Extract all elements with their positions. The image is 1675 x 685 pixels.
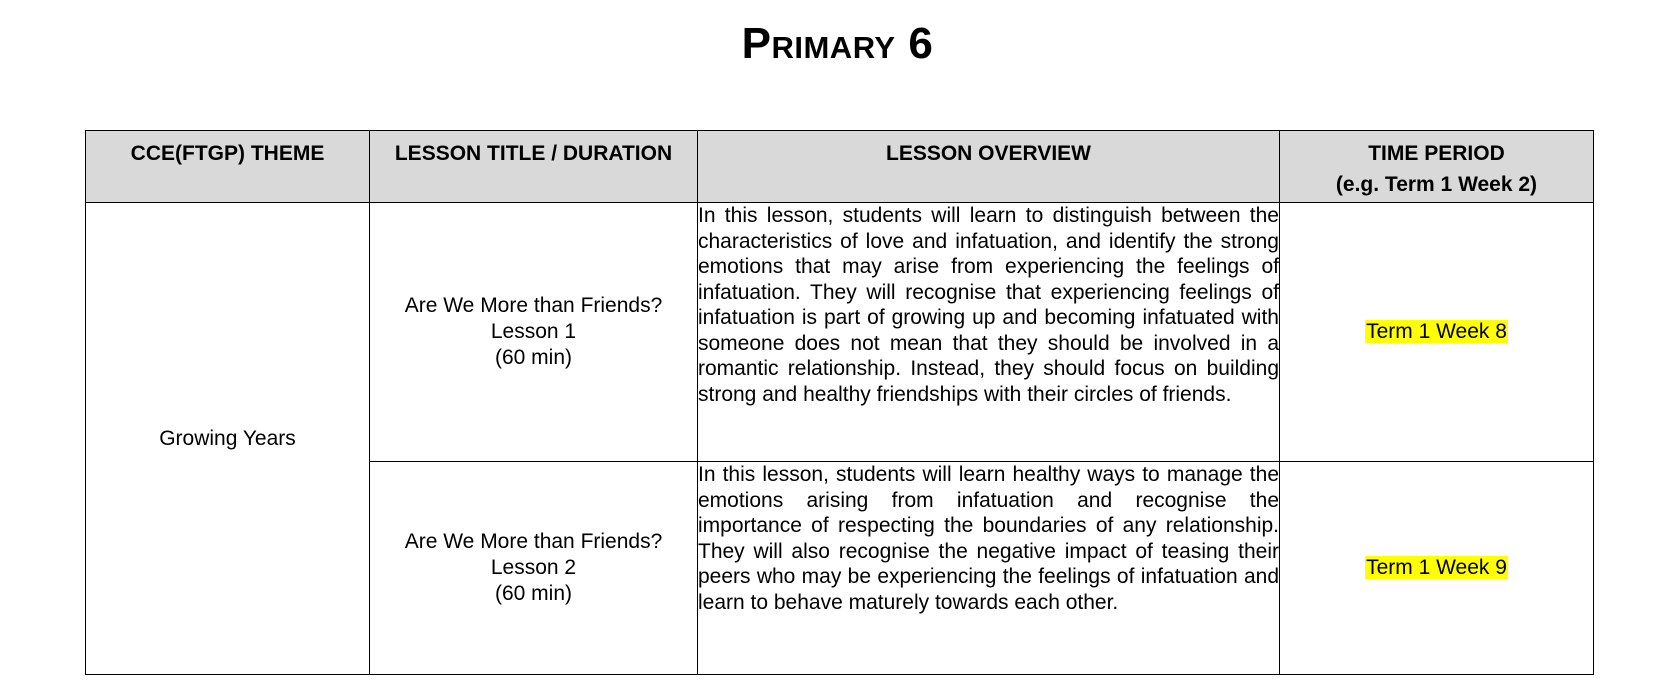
lesson-title-cell xyxy=(370,203,698,462)
lesson-number: Lesson 2 xyxy=(490,556,577,579)
time-period-cell xyxy=(1280,462,1594,675)
lesson-number: Lesson 1 xyxy=(490,320,577,343)
lesson-title: Are We More than Friends? xyxy=(404,294,663,317)
page-title-number: 6 xyxy=(908,19,934,68)
header-time-period-label: TIME PERIOD xyxy=(1368,142,1505,165)
table-header-row xyxy=(86,131,1594,203)
page-title-text: Primary xyxy=(741,19,896,68)
header-lesson-title: LESSON TITLE / DURATION xyxy=(370,131,698,203)
lesson-title: Are We More than Friends? xyxy=(404,530,663,553)
header-time-period-example: (e.g. Term 1 Week 2) xyxy=(1335,173,1538,196)
header-time-period xyxy=(1280,131,1594,203)
theme-cell: Growing Years xyxy=(86,203,370,675)
header-theme: CCE(FTGP) THEME xyxy=(86,131,370,203)
time-period-highlight: Term 1 Week 8 xyxy=(1366,320,1507,343)
table-row xyxy=(86,203,1594,462)
lesson-title-cell xyxy=(370,462,698,675)
lesson-duration: (60 min) xyxy=(494,582,573,605)
time-period-cell xyxy=(1280,203,1594,462)
time-period-highlight: Term 1 Week 9 xyxy=(1366,556,1507,579)
page-title xyxy=(0,18,1675,71)
lesson-table xyxy=(85,130,1594,675)
lesson-overview: In this lesson, students will learn healthy ways to manage the emotions arising from infatuation and recognise the importance of respecting the boundaries of any relationship. They will also recognise the negative impact of teasing their peers who may be experiencing the feelings of infatuation and learn to behave maturely towards each other. xyxy=(698,462,1280,675)
lesson-overview: In this lesson, students will learn to distinguish between the characteristics of love and infatuation, and identify the strong emotions that may arise from experiencing the feelings of infatuation. They will recognise that experiencing feelings of infatuation is part of growing up and becoming infatuated with someone does not mean that they should be involved in a romantic relationship. Instead, they should focus on building strong and healthy friendships with their circles of friends. xyxy=(698,203,1280,462)
header-overview: LESSON OVERVIEW xyxy=(698,131,1280,203)
lesson-duration: (60 min) xyxy=(494,346,573,369)
